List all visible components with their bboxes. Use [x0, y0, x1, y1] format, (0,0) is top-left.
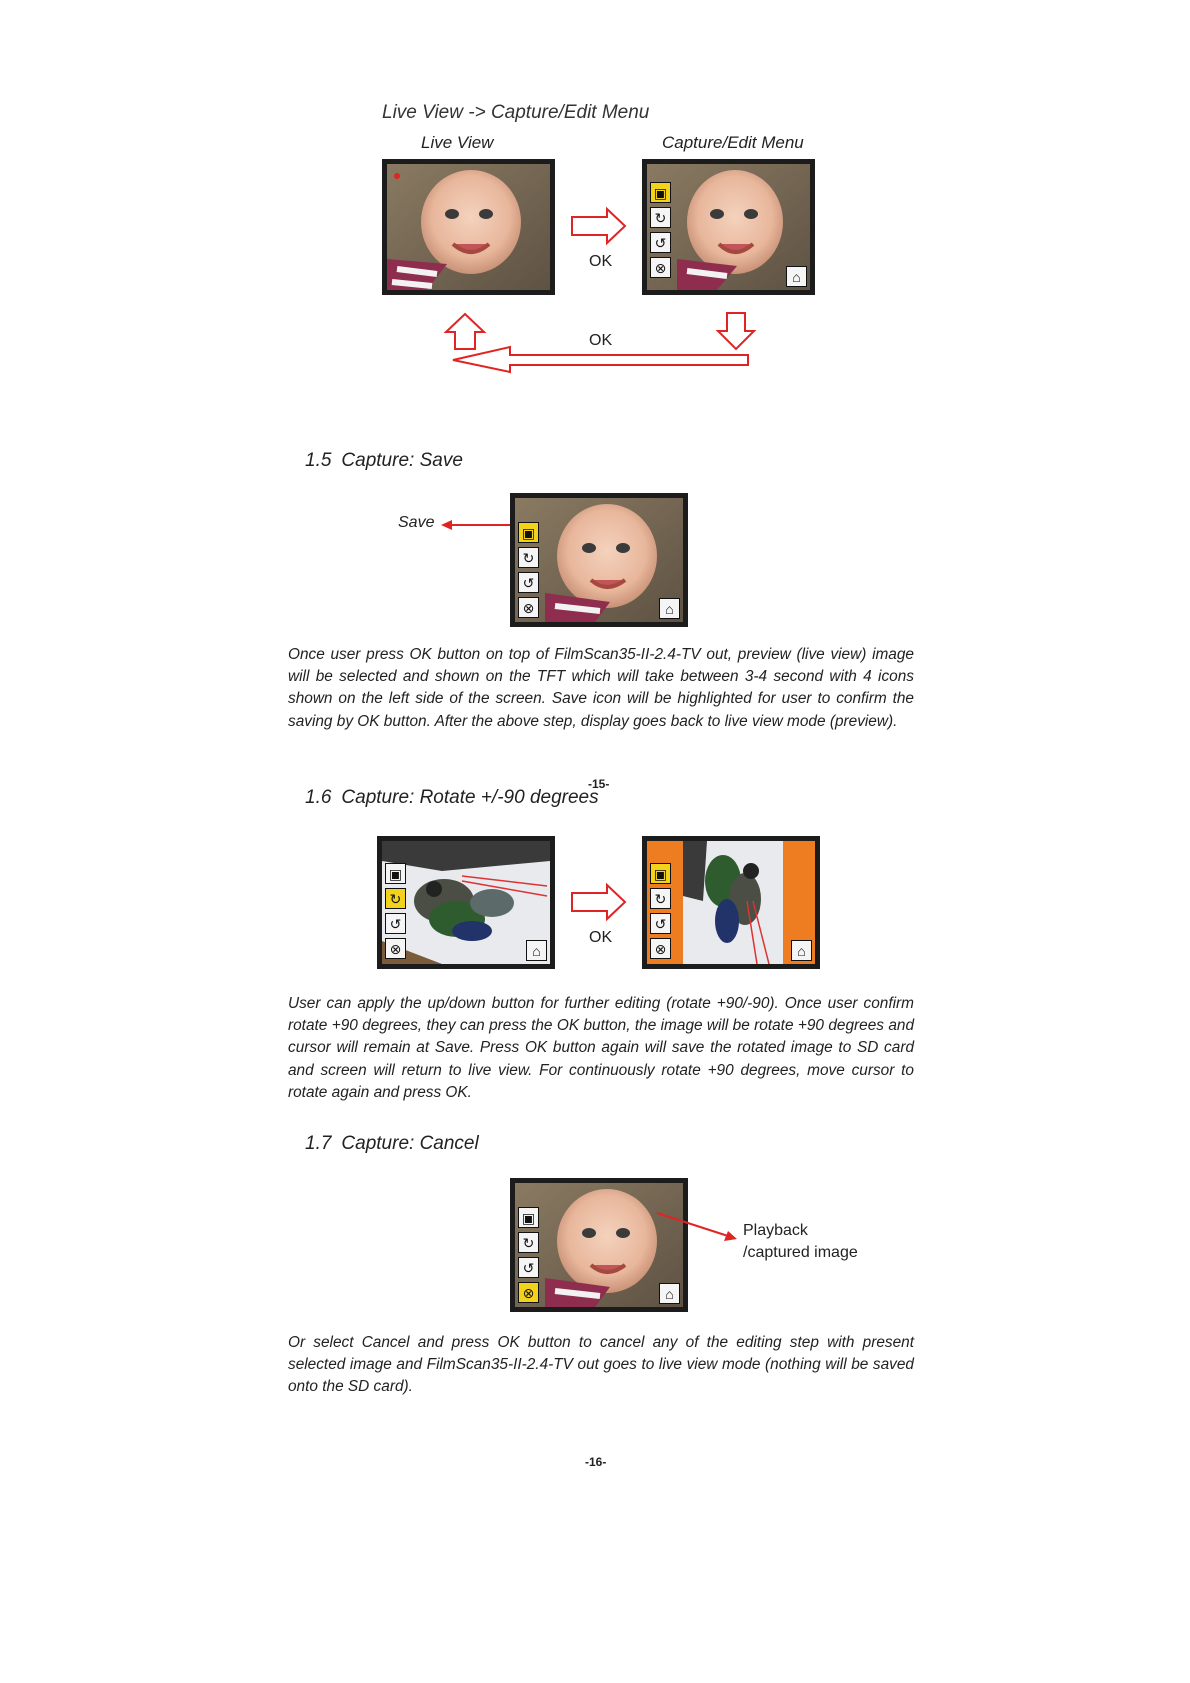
home-icon[interactable]: ⌂ — [786, 266, 807, 287]
cancel-description: Or select Cancel and press OK button to cancel any of the editing step with present selected image and FilmScan35-II-2.4-TV out goes to live view mode (nothing will be saved onto the SD card). — [288, 1334, 914, 1396]
page-mark-15: -15- — [588, 777, 610, 791]
playback-callout-line2: /captured image — [743, 1244, 858, 1261]
ok-label-right: OK — [589, 253, 613, 270]
rotate-counterclockwise-icon[interactable]: ↺ — [650, 913, 671, 934]
rotate-counterclockwise-icon[interactable]: ↺ — [518, 1257, 539, 1278]
heading-capture-save: 1.5 Capture: Save — [305, 450, 463, 471]
rotate-clockwise-icon[interactable]: ↻ — [650, 888, 671, 909]
capture-edit-menu-label: Capture/Edit Menu — [662, 133, 804, 152]
playback-callout-line1: Playback — [743, 1222, 808, 1239]
home-icon[interactable]: ⌂ — [526, 940, 547, 961]
cancel-icon[interactable]: ⊗ — [518, 597, 539, 618]
save-icon[interactable]: ▣ — [650, 182, 671, 203]
cancel-icon[interactable]: ⊗ — [650, 938, 671, 959]
save-description: Once user press OK button on top of FilmScan35-II-2.4-TV out, preview (live view) image will be selected and shown on the TFT which will take between 3-4 second with 4 icons shown on the left side of the screen. Save icon will be highlighted for user to confirm the saving by OK button. After the above step, display goes back to live view mode (preview). — [288, 646, 914, 730]
page-number: -16- — [585, 1455, 607, 1469]
heading-capture-cancel: 1.7 Capture: Cancel — [305, 1133, 479, 1154]
rotate-counterclockwise-icon[interactable]: ↺ — [650, 232, 671, 253]
rotate-counterclockwise-icon[interactable]: ↺ — [518, 572, 539, 593]
home-icon[interactable]: ⌂ — [659, 598, 680, 619]
save-icon[interactable]: ▣ — [518, 1207, 539, 1228]
rotate-clockwise-icon[interactable]: ↻ — [518, 547, 539, 568]
rotate-description: User can apply the up/down button for further editing (rotate +90/-90). Once user confirm rotate +90 degrees, they can press the OK button, the image will be rotate +90 degrees and cursor will remain at Save. Press OK button again will save the rotated image to SD card and screen will return to live view. For continuously rotate +90 degrees, move cursor to rotate again and press OK. — [288, 995, 914, 1101]
live-view-label: Live View — [421, 133, 494, 152]
cancel-icon[interactable]: ⊗ — [650, 257, 671, 278]
rotate-clockwise-icon[interactable]: ↻ — [385, 888, 406, 909]
section-heading-live-to-capture: Live View -> Capture/Edit Menu — [382, 102, 650, 122]
ok-label-bottom: OK — [589, 332, 613, 349]
rotate-clockwise-icon[interactable]: ↻ — [650, 207, 671, 228]
save-callout-label: Save — [398, 514, 435, 531]
cancel-icon[interactable]: ⊗ — [385, 938, 406, 959]
rotate-ok-label: OK — [589, 929, 613, 946]
save-icon[interactable]: ▣ — [650, 863, 671, 884]
home-icon[interactable]: ⌂ — [791, 940, 812, 961]
heading-capture-rotate: 1.6 Capture: Rotate +/-90 degrees — [305, 787, 599, 808]
rotate-counterclockwise-icon[interactable]: ↺ — [385, 913, 406, 934]
save-icon[interactable]: ▣ — [518, 522, 539, 543]
rotate-clockwise-icon[interactable]: ↻ — [518, 1232, 539, 1253]
save-icon[interactable]: ▣ — [385, 863, 406, 884]
cancel-icon[interactable]: ⊗ — [518, 1282, 539, 1303]
home-icon[interactable]: ⌂ — [659, 1283, 680, 1304]
